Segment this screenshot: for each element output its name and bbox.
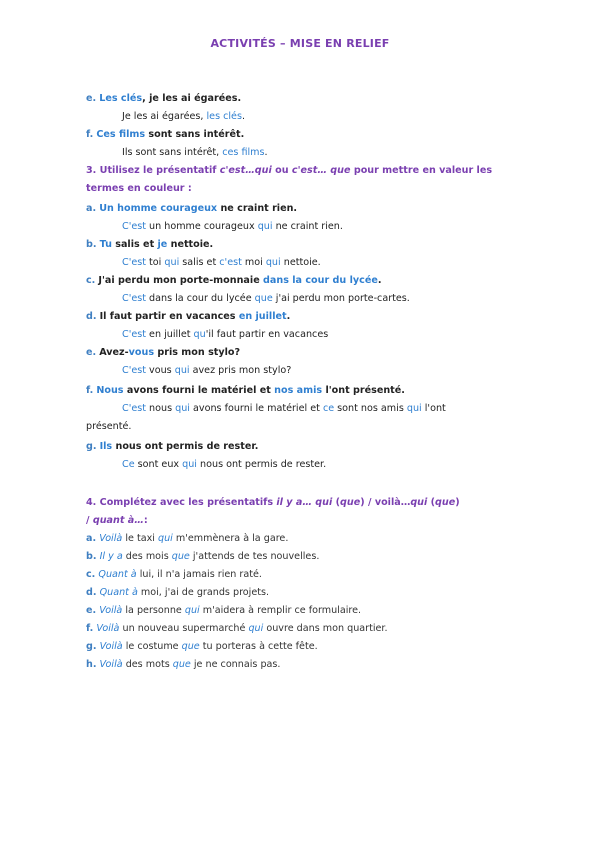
exercise-3c-question: c. J'ai perdu mon porte-monnaie dans la cour du lycée. [86,275,382,286]
exercise-3d-answer: C'est en juillet qu'il faut partir en vacances [122,329,329,340]
section-4-heading: 4. Complétez avec les présentatifs il y a… qui (que) / voilà…qui (que) [86,497,460,508]
exercise-3a-answer: C'est un homme courageux qui ne craint rien. [122,221,343,232]
section-3-heading: 3. Utilisez le présentatif c'est…qui ou c'est… que pour mettre en valeur les [86,165,493,176]
section-3-heading-cont: termes en couleur : [86,183,192,194]
exercise-3g-question: g. Ils nous ont permis de rester. [86,441,259,452]
exercise-3a-question: a. Un homme courageux ne craint rien. [86,203,298,214]
exercise-3f-answer: C'est nous qui avons fourni le matériel et ce sont nos amis qui l'ont [122,403,446,414]
exercise-3f-answer-cont: présenté. [86,421,132,432]
page-title: ACTIVITÉS – MISE EN RELIEF [210,37,390,50]
exercise-4f: f. Voilà un nouveau supermarché qui ouvre dans mon quartier. [86,623,388,634]
exercise-3b-question: b. Tu salis et je nettoie. [86,239,214,250]
exercise-4a: a. Voilà le taxi qui m'emmènera à la gare. [86,533,289,544]
exercise-4d: d. Quant à moi, j'ai de grands projets. [86,587,270,598]
exercise-3c-answer: C'est dans la cour du lycée que j'ai perdu mon porte-cartes. [122,293,410,304]
exercise-3e-question: e. Avez-vous pris mon stylo? [86,347,241,358]
exercise-4e: e. Voilà la personne qui m'aidera à remplir ce formulaire. [86,605,362,616]
exercise-4c: c. Quant à lui, il n'a jamais rien raté. [86,569,262,580]
exercise-4b: b. Il y a des mois que j'attends de tes nouvelles. [86,551,320,562]
exercise-f-answer: Ils sont sans intérêt, ces films. [122,147,268,158]
exercise-4h: h. Voilà des mots que je ne connais pas. [86,659,281,670]
exercise-3g-answer: Ce sont eux qui nous ont permis de rester. [122,459,327,470]
section-4-heading-cont: / quant à…: [86,515,148,526]
item-letter: e. [86,93,97,104]
item-letter: f. [86,129,94,140]
exercise-f-question: f. Ces films sont sans intérêt. [86,129,245,140]
exercise-3f-question: f. Nous avons fourni le matériel et nos amis l'ont présenté. [86,385,405,396]
exercise-e-answer: Je les ai égarées, les clés. [122,111,246,122]
exercise-e-question: e. Les clés, je les ai égarées. [86,93,242,104]
exercise-3e-answer: C'est vous qui avez pris mon stylo? [122,365,292,376]
exercise-3b-answer: C'est toi qui salis et c'est moi qui nettoie. [122,257,321,268]
exercise-4g: g. Voilà le costume que tu porteras à cette fête. [86,641,318,652]
exercise-3d-question: d. Il faut partir en vacances en juillet. [86,311,291,322]
